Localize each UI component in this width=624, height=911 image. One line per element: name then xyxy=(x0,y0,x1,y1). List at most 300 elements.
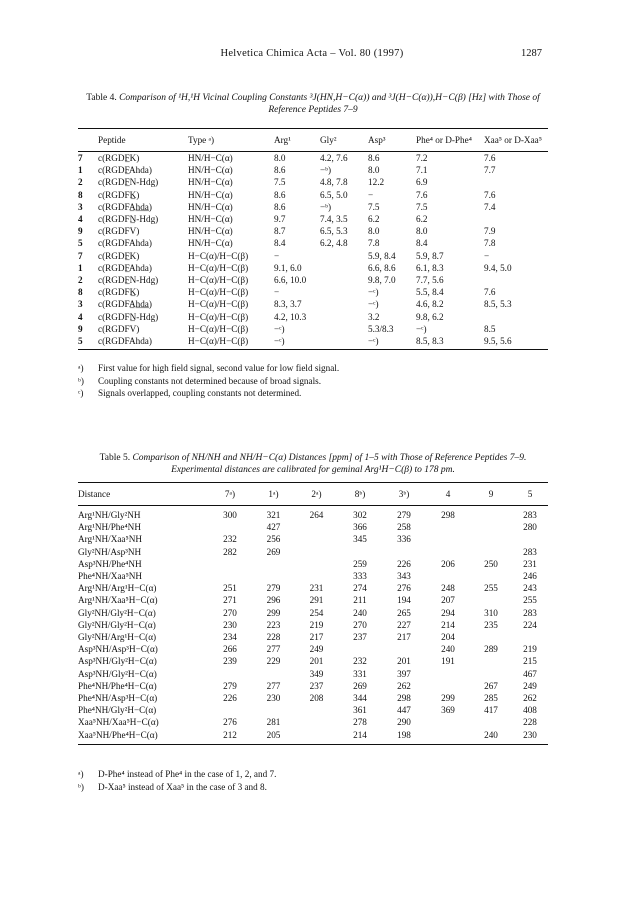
table5-row xyxy=(78,655,548,667)
table4-row xyxy=(78,176,548,188)
table4-row xyxy=(78,237,548,249)
table4-cell: 12.2 xyxy=(368,177,385,188)
table4-cell: 4 xyxy=(78,214,83,225)
table4-cell: 8.0 xyxy=(368,226,380,237)
table5-note xyxy=(78,781,276,794)
table5-cell: 228 xyxy=(266,632,281,643)
table4-cell: 8.4 xyxy=(274,238,286,249)
table5-cell: 331 xyxy=(353,668,367,679)
table4-note xyxy=(78,375,339,388)
table5-cell: 229 xyxy=(266,656,281,667)
table5-cell: Asp³NH/Phe⁴NH xyxy=(78,558,142,569)
table4-cell: c(RGDF̲Ahda) xyxy=(98,262,152,273)
table5-cell: 214 xyxy=(338,729,382,745)
table5-cell: 310 xyxy=(484,607,498,618)
table5-cell xyxy=(426,680,470,692)
table4-cell: 9.8, 7.0 xyxy=(368,275,396,286)
table5-cell xyxy=(426,570,470,582)
table5-cell xyxy=(295,570,338,582)
table5-cell xyxy=(208,558,252,570)
table5-cell: 255 xyxy=(523,595,537,606)
table4-caption xyxy=(78,92,548,116)
table5-cell xyxy=(512,533,548,545)
table4-row xyxy=(78,189,548,201)
table4-row xyxy=(78,152,548,165)
table4-cell: −ᶜ) xyxy=(368,287,379,298)
table4-row xyxy=(78,286,548,298)
table5-row xyxy=(78,594,548,606)
table4-cell: HN/H−C(α) xyxy=(188,165,233,176)
table5-cell: 208 xyxy=(309,693,324,704)
table5-cell: 219 xyxy=(309,619,324,630)
table4-cell: 6.5, 5.3 xyxy=(320,226,348,237)
table4-cell: 2 xyxy=(78,177,83,188)
table5-cell: 285 xyxy=(484,693,498,704)
table5-cell: 248 xyxy=(441,583,455,594)
table5-cell: 243 xyxy=(523,583,537,594)
table5-header-cell: 2ᵃ) xyxy=(295,483,338,506)
table4-cell: c(RGDFV) xyxy=(98,323,140,334)
table5-cell: 201 xyxy=(397,656,411,667)
table5-cell: 333 xyxy=(353,571,367,582)
table5-caption xyxy=(78,452,548,476)
table4-cell: −ᶜ) xyxy=(368,299,379,310)
table5-cell: 269 xyxy=(353,680,367,691)
table5-cell: 230 xyxy=(223,619,237,630)
table4-cell: 7.2 xyxy=(416,153,428,163)
table4-cell: −ᶜ) xyxy=(368,335,416,350)
table5-cell: Arg¹NH/Arg¹H−C(α) xyxy=(78,583,157,594)
table4-row xyxy=(78,250,548,262)
table5-cell: 227 xyxy=(397,619,411,630)
table5-cell: 280 xyxy=(523,522,537,533)
table4-cell: 8.0 xyxy=(274,153,286,163)
table5-cell: 262 xyxy=(397,680,411,691)
table4-cell: 8.5, 8.3 xyxy=(416,335,484,350)
table4-cell xyxy=(320,323,368,335)
table5-cell xyxy=(470,631,512,643)
table5-cell: 279 xyxy=(223,680,237,691)
table5-cell: 215 xyxy=(523,656,537,667)
table4-cell: −ᶜ) xyxy=(274,323,285,334)
table5-cell: 279 xyxy=(397,510,411,520)
table5-cell xyxy=(295,546,338,558)
table5-cell: 344 xyxy=(353,693,367,704)
table5-cell: 279 xyxy=(266,583,281,594)
table5-row xyxy=(78,546,548,558)
table4-cell: 6.6, 10.0 xyxy=(274,275,307,286)
table5-cell xyxy=(208,521,252,533)
table4-cell: 5.5, 8.4 xyxy=(416,287,444,298)
table5-cell: Asp³NH/Gly²H−C(α) xyxy=(78,668,157,679)
table4-cell xyxy=(320,274,368,286)
table5-cell: Phe⁴NH/Xaa⁵NH xyxy=(78,571,143,582)
table4-cell: 8.6 xyxy=(274,189,286,200)
table5-cell: 217 xyxy=(397,632,411,643)
table5-cell: 201 xyxy=(309,656,324,667)
table4-cell xyxy=(320,311,368,323)
table4-cell xyxy=(320,250,368,262)
table5-cell: 369 xyxy=(441,705,455,716)
table4-cell: H−C(α)/H−C(β) xyxy=(188,250,249,261)
table5-cell xyxy=(252,668,295,680)
table4-cell: 6.9 xyxy=(416,177,428,188)
table5-cell: 269 xyxy=(266,546,281,557)
table4-row xyxy=(78,225,548,237)
table4-cell: 5 xyxy=(78,335,98,350)
table5-cell xyxy=(470,521,512,533)
table4-header-cell: Xaa⁵ or D-Xaa⁵ xyxy=(484,129,548,152)
table5-cell xyxy=(382,643,426,655)
table5-cell: 274 xyxy=(353,583,367,594)
table5-cell: 270 xyxy=(223,607,237,618)
table4-cell: H−C(α)/H−C(β) xyxy=(188,287,249,298)
page-number: 1287 xyxy=(521,48,542,59)
table5-cell: 217 xyxy=(309,632,324,643)
table5-cell: 246 xyxy=(523,571,537,582)
table4-cell: 7.6 xyxy=(484,189,496,200)
table5-header-cell: 7ᵃ) xyxy=(208,483,252,506)
table4-cell: 7.7, 5.6 xyxy=(416,275,444,286)
table4-cell: HN/H−C(α) xyxy=(188,201,233,212)
table4-header-cell: Asp³ xyxy=(368,129,416,152)
table5-header-cell: 8ᵇ) xyxy=(338,483,382,506)
table5-cell xyxy=(426,668,470,680)
table5-caption-text: Comparison of NH/NH and NH/H−C(α) Distances [ppm] of 1–5 with Those of Reference Peptides 7–9. Experimental distances are calibrated for geminal Arg¹H−C(β) to 178 pm. xyxy=(132,453,527,475)
table5-cell: 298 xyxy=(441,510,455,520)
table4-cell: 9.8, 6.2 xyxy=(416,311,444,322)
table5-cell: 262 xyxy=(523,693,537,704)
table5-cell: 265 xyxy=(397,607,411,618)
table4-cell: HN/H−C(α) xyxy=(188,238,233,249)
table5-cell xyxy=(470,594,512,606)
table4-cell: 6.1, 8.3 xyxy=(416,262,444,273)
table5-cell xyxy=(252,570,295,582)
table5-cell: 349 xyxy=(309,668,324,679)
table4-header-cell: Peptide xyxy=(98,129,188,152)
table5-row xyxy=(78,607,548,619)
table4-cell: c(RGDFV) xyxy=(98,226,140,237)
table5-cell: 343 xyxy=(397,571,411,582)
table4-cell: 4.6, 8.2 xyxy=(416,299,444,310)
table4-notes xyxy=(78,362,339,400)
table5-cell xyxy=(295,521,338,533)
table4-cell: 7.1 xyxy=(416,165,428,176)
table4-cell: 7.8 xyxy=(368,238,380,249)
table5-cell xyxy=(470,668,512,680)
table5-cell: Gly²NH/Asp³NH xyxy=(78,546,142,557)
table5-cell: 259 xyxy=(353,558,367,569)
table5-cell: 283 xyxy=(523,510,537,520)
table4-cell: 1 xyxy=(78,165,83,176)
table5-header-cell: 5 xyxy=(512,483,548,506)
table4-cell: 7.6 xyxy=(416,189,428,200)
table5-cell: 207 xyxy=(441,595,455,606)
table5-cell: 267 xyxy=(484,680,498,691)
table5-cell xyxy=(295,533,338,545)
table5-cell: 256 xyxy=(266,534,281,545)
table5-cell: 447 xyxy=(397,705,411,716)
table5-cell: Phe⁴NH/Gly²H−C(α) xyxy=(78,705,157,716)
table4-cell: 8.5, 5.3 xyxy=(484,299,512,310)
table4-note xyxy=(78,387,339,400)
table5-cell: 228 xyxy=(523,717,537,728)
table4-cell: −ᶜ) xyxy=(416,323,427,334)
table4-cell: HN/H−C(α) xyxy=(188,189,233,200)
table5-row xyxy=(78,570,548,582)
table5-cell: 198 xyxy=(382,729,426,745)
table4-cell: 7.8 xyxy=(484,238,496,249)
table5-cell xyxy=(426,521,470,533)
table5-cell: 345 xyxy=(353,534,367,545)
table5-cell: 276 xyxy=(397,583,411,594)
table5-cell xyxy=(470,506,512,522)
table5-body xyxy=(78,506,548,745)
table5-cell: Arg¹NH/Xaa⁵H−C(α) xyxy=(78,595,158,606)
table5-cell: 289 xyxy=(484,644,498,655)
table4-header-cell: Phe⁴ or D-Phe⁴ xyxy=(416,129,484,152)
table5-cell xyxy=(426,533,470,545)
footnote-mark: ᵇ) xyxy=(78,781,84,792)
table5-cell: Gly²NH/Gly²H−C(α) xyxy=(78,607,156,618)
footnote-mark: ᶜ) xyxy=(78,388,84,398)
table5-cell: 237 xyxy=(309,680,324,691)
table5-cell: 298 xyxy=(397,693,411,704)
table5-cell: 231 xyxy=(523,558,537,569)
table5-cell: 290 xyxy=(397,717,411,728)
table5-header-cell: Distance xyxy=(78,483,208,506)
table4-cell: c(RGDFK̲) xyxy=(98,189,140,200)
table4-cell: −ᵇ) xyxy=(320,201,332,212)
table4-cell: − xyxy=(484,250,490,261)
table4-cell: 9 xyxy=(78,323,83,334)
footnote-text: First value for high field signal, second value for low field signal. xyxy=(98,363,340,373)
table5-row xyxy=(78,680,548,692)
table5-cell: 299 xyxy=(441,693,455,704)
table4-cell: H−C(α)/H−C(β) xyxy=(188,335,274,350)
table5-header-cell: 9 xyxy=(470,483,512,506)
table5-cell xyxy=(470,546,512,558)
table5-cell: 204 xyxy=(441,632,455,643)
table5-cell: 397 xyxy=(397,668,411,679)
table4-cell xyxy=(484,213,548,225)
table5-header-cell: 4 xyxy=(426,483,470,506)
table4-row xyxy=(78,201,548,213)
table5-caption-lead: Table 5. xyxy=(99,453,131,463)
table4-cell: − xyxy=(368,189,374,200)
table4-cell: 9.1, 6.0 xyxy=(274,262,302,273)
table5-row xyxy=(78,643,548,655)
table5 xyxy=(78,482,548,745)
table5-cell xyxy=(338,643,382,655)
table4-note xyxy=(78,362,339,375)
table5-cell: 230 xyxy=(266,693,281,704)
table4-cell xyxy=(484,311,548,323)
table5-cell xyxy=(426,546,470,558)
table4-cell: 7.9 xyxy=(484,226,496,237)
table4-cell: HN/H−C(α) xyxy=(188,177,233,188)
table4-cell: 4.8, 7.8 xyxy=(320,177,348,188)
table4-row xyxy=(78,323,548,335)
table5-cell: 235 xyxy=(484,619,498,630)
table4-cell: H−C(α)/H−C(β) xyxy=(188,311,249,322)
table5-cell: 408 xyxy=(523,705,537,716)
table5-cell: 427 xyxy=(266,522,281,533)
table4-cell: 1 xyxy=(78,262,83,273)
table4-cell: 8.3, 3.7 xyxy=(274,299,302,310)
table5-cell: 300 xyxy=(223,510,237,520)
table4-cell xyxy=(320,335,368,350)
table5-cell: 223 xyxy=(266,619,281,630)
table4-cell: 8.4 xyxy=(416,238,428,249)
table4-cell: 6.6, 8.6 xyxy=(368,262,396,273)
table4-cell: 7.5 xyxy=(274,177,286,188)
table4-cell: 9.5, 5.6 xyxy=(484,335,548,350)
table4-row xyxy=(78,298,548,310)
table5-header-cell: 1ᵃ) xyxy=(252,483,295,506)
table5-notes xyxy=(78,768,276,793)
table4-cell: 9.4, 5.0 xyxy=(484,262,512,273)
table5-cell: 361 xyxy=(353,705,367,716)
table5-cell: 219 xyxy=(523,644,537,655)
table4-cell: HN/H−C(α) xyxy=(188,226,233,237)
table5-cell: 276 xyxy=(223,717,237,728)
table5-cell: 258 xyxy=(397,522,411,533)
table5-cell: 321 xyxy=(266,510,281,520)
table5-cell: 255 xyxy=(484,583,498,594)
table4-body xyxy=(78,152,548,350)
table5-cell: 254 xyxy=(309,607,324,618)
table5-cell: 264 xyxy=(309,510,324,520)
table4 xyxy=(78,128,548,350)
table5-cell: 467 xyxy=(523,668,537,679)
table5-header-cell: 3ᵇ) xyxy=(382,483,426,506)
table5-cell: 302 xyxy=(353,510,367,520)
table5-cell: Asp³NH/Gly²H−C(α) xyxy=(78,656,157,667)
table4-row xyxy=(78,213,548,225)
table5-cell: Xaa⁵NH/Phe⁴H−C(α) xyxy=(78,729,208,745)
table5-cell xyxy=(426,729,470,745)
table5-cell: Arg¹NH/Gly²NH xyxy=(78,510,141,520)
table5-cell xyxy=(208,704,252,716)
footnote-text: D-Xaa⁵ instead of Xaa⁵ in the case of 3 and 8. xyxy=(98,781,267,792)
table4-cell: c(RGDFK̲) xyxy=(98,287,140,298)
table5-cell: 249 xyxy=(523,680,537,691)
table5-cell xyxy=(208,668,252,680)
table5-cell: 271 xyxy=(223,595,237,606)
table4-cell: 9 xyxy=(78,226,83,237)
table4-cell: 7 xyxy=(78,250,83,261)
table4-cell xyxy=(320,262,368,274)
table5-row xyxy=(78,558,548,570)
table5-cell: 232 xyxy=(223,534,237,545)
footnote-text: Signals overlapped, coupling constants not determined. xyxy=(98,388,302,398)
table5-cell xyxy=(338,546,382,558)
table5-cell: 205 xyxy=(252,729,295,745)
table4-cell: 4.2, 10.3 xyxy=(274,311,307,322)
table4-cell: c(RGDF̲K) xyxy=(98,153,140,163)
table5-cell: Gly²NH/Gly²H−C(α) xyxy=(78,619,156,630)
table4-cell: 7 xyxy=(78,153,83,163)
table4-cell: 7.6 xyxy=(484,287,496,298)
table4-cell: 5.3/8.3 xyxy=(368,323,394,334)
table4-row xyxy=(78,335,548,350)
table4-cell: H−C(α)/H−C(β) xyxy=(188,262,249,273)
table5-cell xyxy=(470,570,512,582)
table5-row xyxy=(78,716,548,728)
table4-cell: 9.7 xyxy=(274,214,286,225)
table5-cell: 214 xyxy=(441,619,455,630)
table5-row xyxy=(78,729,548,745)
footnote-mark: ᵃ) xyxy=(78,769,84,779)
table5-cell: 283 xyxy=(523,607,537,618)
table5-cell: 366 xyxy=(353,522,367,533)
table4-cell: 6.5, 5.0 xyxy=(320,189,348,200)
table5-cell: 240 xyxy=(441,644,455,655)
table4-row xyxy=(78,164,548,176)
table4-cell: −ᶜ) xyxy=(274,335,320,350)
table4-cell: 3 xyxy=(78,299,83,310)
table4-cell: 5.9, 8.4 xyxy=(368,250,396,261)
table5-cell: 283 xyxy=(523,546,537,557)
table4-cell: c(RGDFAhda) xyxy=(98,335,188,350)
table5-cell: 270 xyxy=(353,619,367,630)
table4-cell: 3 xyxy=(78,201,83,212)
table5-row xyxy=(78,619,548,631)
table5-cell xyxy=(295,716,338,728)
table5-cell xyxy=(382,546,426,558)
table5-cell: 231 xyxy=(309,583,324,594)
table4-row xyxy=(78,274,548,286)
table4-cell xyxy=(320,298,368,310)
table5-row xyxy=(78,521,548,533)
table5-cell: Gly²NH/Arg¹H−C(α) xyxy=(78,632,157,643)
table4-cell: 5.9, 8.7 xyxy=(416,250,444,261)
table4-cell: c(RGDF̲N-Hdg) xyxy=(98,275,159,286)
table5-cell: 240 xyxy=(470,729,512,745)
table5-cell xyxy=(252,558,295,570)
table5-cell xyxy=(426,716,470,728)
table5-cell xyxy=(470,533,512,545)
table5-cell: Arg¹NH/Xaa⁵NH xyxy=(78,534,142,545)
table5-cell: 237 xyxy=(353,632,367,643)
table5-cell xyxy=(295,558,338,570)
table4-cell: 4 xyxy=(78,311,83,322)
table5-cell xyxy=(470,716,512,728)
table5-row xyxy=(78,704,548,716)
table5-cell: 278 xyxy=(353,717,367,728)
table4-cell: 3.2 xyxy=(368,311,380,322)
footnote-text: Coupling constants not determined because of broad signals. xyxy=(98,375,322,386)
table5-cell: 299 xyxy=(266,607,281,618)
table4-cell: − xyxy=(274,250,280,261)
table5-cell: 230 xyxy=(512,729,548,745)
table5-row xyxy=(78,631,548,643)
table5-cell xyxy=(252,704,295,716)
table5-cell: Phe⁴NH/Phe⁴H−C(α) xyxy=(78,680,157,691)
table5-cell: 281 xyxy=(266,717,281,728)
table5-cell: 296 xyxy=(266,595,281,606)
table4-cell: c(RGDF̲K) xyxy=(98,250,140,261)
table5-cell: 250 xyxy=(484,558,498,569)
table4-cell: c(RGDFA̲h̲d̲a̲) xyxy=(98,299,152,310)
table5-cell: 291 xyxy=(309,595,324,606)
table4-header-cell: Gly² xyxy=(320,129,368,152)
table5-cell: 224 xyxy=(523,619,537,630)
table4-cell: HN/H−C(α) xyxy=(188,214,233,225)
table5-cell: 194 xyxy=(397,595,411,606)
table5-cell xyxy=(295,729,338,745)
